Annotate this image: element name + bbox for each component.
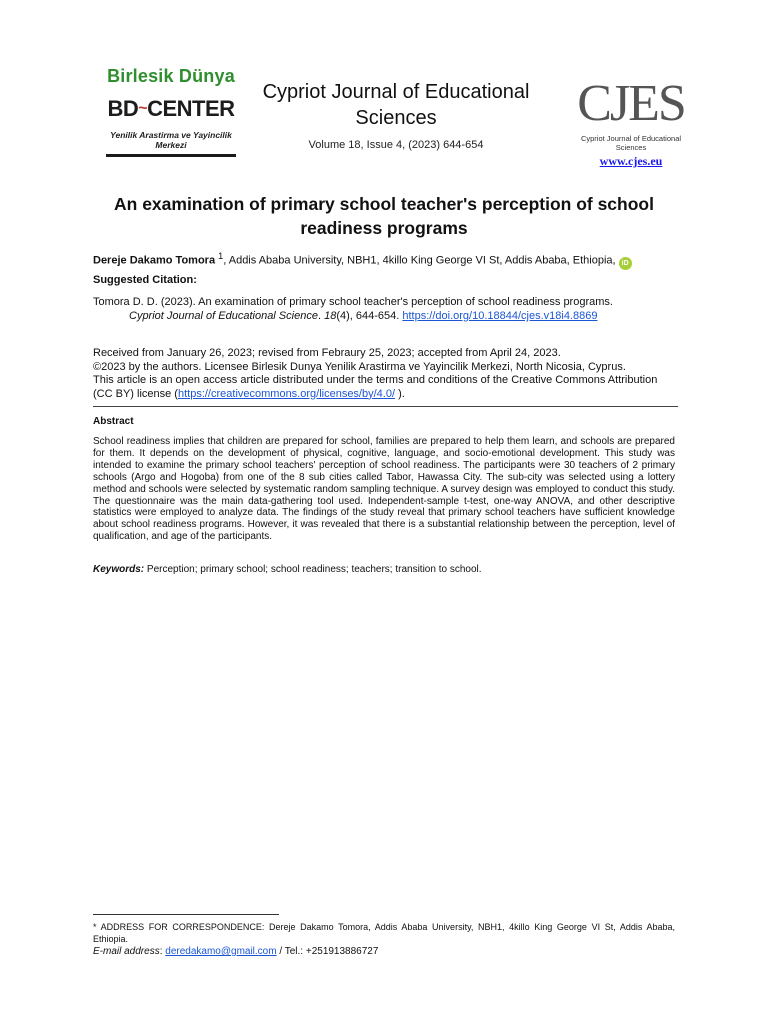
doi-link[interactable]: https://doi.org/10.18844/cjes.v18i4.8869 xyxy=(402,310,598,322)
orcid-icon[interactable]: iD xyxy=(619,257,632,270)
email-label: E-mail address xyxy=(93,946,160,957)
license-notice: This article is an open access article distributed under the terms and conditions of the Creative Commons Attribution (CC BY) license (https://creativecommons.org/licenses/by/4.0/ ). xyxy=(93,374,658,400)
author-superscript: 1 xyxy=(218,251,224,261)
publisher-logo-wordmark: BD~CENTER xyxy=(107,96,235,121)
journal-title: Cypriot Journal of Educational Sciences xyxy=(262,81,530,129)
journal-logo-subtitle: Cypriot Journal of Educational Sciences xyxy=(580,134,682,152)
citation-line-2: Cypriot Journal of Educational Science. 18(4), 644-654. https://doi.org/10.18844/cjes.v18i4.8869 xyxy=(129,310,598,322)
citation-journal: Cypriot Journal of Educational Science xyxy=(129,310,318,322)
logo-swoosh-icon: ~ xyxy=(138,100,148,117)
footnote-divider xyxy=(93,914,279,915)
publisher-logo-tagline: Yenilik Arastirma ve Yayincilik Merkezi xyxy=(110,130,232,150)
author-line xyxy=(93,250,673,270)
copyright-notice: ©2023 by the authors. Licensee Birlesik Dunya Yenilik Arastirma ve Yayincilik Merkezi, North Nicosia, Cyprus. xyxy=(93,360,626,373)
journal-volume: Volume 18, Issue 4, (2023) 644-654 xyxy=(308,139,484,151)
keywords xyxy=(93,564,675,575)
author-affiliation: , Addis Ababa University, NBH1, 4killo King George VI St, Addis Ababa, Ethiopia, xyxy=(223,254,616,267)
publisher-logo xyxy=(106,66,236,157)
contact-line: E-mail address: deredakamo@gmail.com / Tel.: +251913886727 xyxy=(93,946,379,957)
journal-logo-letters: CJES xyxy=(577,75,685,132)
keywords-list: Perception; primary school; school readiness; teachers; transition to school. xyxy=(144,564,482,575)
journal-website-link[interactable]: www.cjes.eu xyxy=(599,154,663,168)
suggested-citation-label: Suggested Citation: xyxy=(93,274,197,286)
citation-line-1: Tomora D. D. (2023). An examination of primary school teacher's perception of school readiness programs. xyxy=(93,296,613,308)
abstract-heading: Abstract xyxy=(93,416,134,427)
telephone: / Tel.: +251913886727 xyxy=(276,946,379,957)
journal-logo xyxy=(566,75,696,152)
received-dates: Received from January 26, 2023; revised from Febraury 25, 2023; accepted from April 24, 2023. xyxy=(93,347,561,359)
email-link[interactable]: deredakamo@gmail.com xyxy=(165,946,277,957)
publication-history xyxy=(93,347,675,401)
paper-title: An examination of primary school teacher's perception of school readiness programs xyxy=(114,194,654,238)
author-name: Dereje Dakamo Tomora xyxy=(93,254,216,267)
license-link[interactable]: https://creativecommons.org/licenses/by/4.0/ xyxy=(177,387,396,400)
citation-volume: 18 xyxy=(324,310,337,322)
publisher-logo-name: Birlesik Dünya xyxy=(107,66,235,86)
abstract-body: School readiness implies that children are prepared for school, families are prepared to help them learn, and schools are prepared for them. It depends on the development of physical, cognitive, language, and socio-emotional development. This study was intended to examine the primary school teachers' perception of school readiness. The participants were 30 teachers of 2 primary schools (Argo and Hogoba) from one of the 8 sub cities called Tabor, Hawassa City. The sub-city was selected using a lottery method and schools were selected by systematic random sampling technique. A survey design was employed to conduct this study. The questionnaire was the main data-gathering tool used. Independent-sample t-test, one-way ANOVA, and other descriptive statistics were employed to analyze data. The findings of the study reveal that primary school teachers have sufficient knowledge about school readiness programs. However, it was revealed that there is a substantial relationship between the perception, level of qualification, and age of the participants. xyxy=(93,436,675,543)
correspondence-footnote: * ADDRESS FOR CORRESPONDENCE: Dereje Dakamo Tomora, Addis Ababa University, NBH1, 4killo King George VI St, Addis Ababa, Ethiopia. xyxy=(93,922,675,944)
keywords-label: Keywords: xyxy=(93,564,145,575)
section-divider xyxy=(93,406,678,407)
